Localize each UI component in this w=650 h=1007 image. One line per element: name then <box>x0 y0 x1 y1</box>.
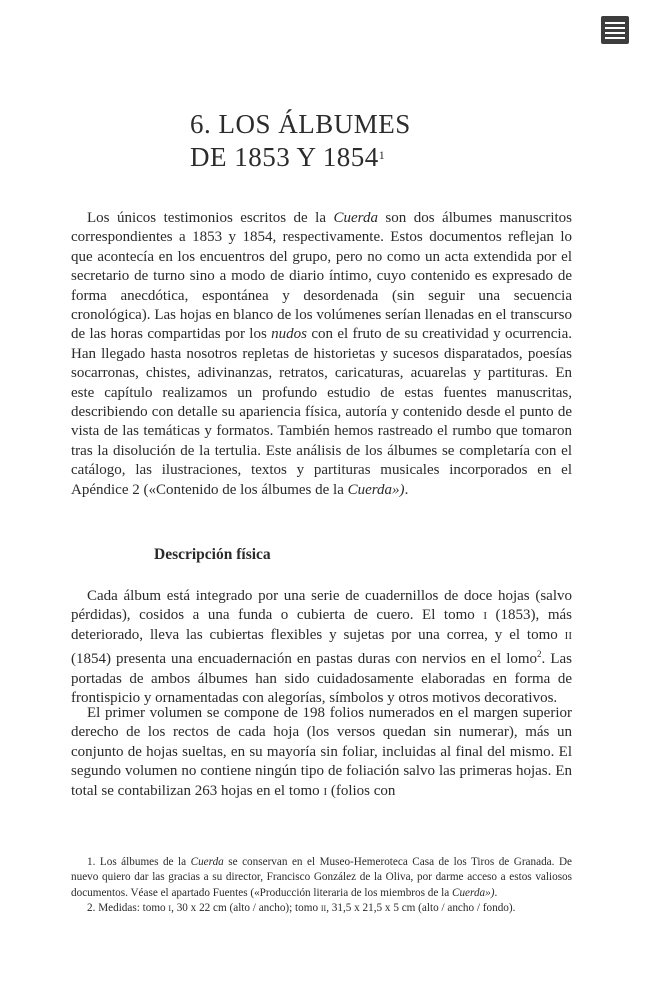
emphasis: nudos <box>271 326 307 343</box>
footnote-ref-1[interactable]: 1 <box>378 148 386 162</box>
description-paragraph-2: El primer volumen se compone de 198 folios numerados en el margen superior derecho de los rectos de cada hoja (los versos quedan sin numerar), más un conjunto de hojas sueltas, en su mayoría sin foliar, incluidas al final del mismo. El segundo volumen no contiene ningún tipo de foliación salvo las primeras hojas. En total se contabilizan 263 hojas en el tomo i (folios con <box>71 705 572 799</box>
roman-numeral: i <box>483 607 487 624</box>
footnotes <box>71 855 572 916</box>
description-paragraph-1: Cada álbum está integrado por una serie de cuadernillos de doce hojas (salvo pérdidas), cosidos a una funda o cubierta de cuero. El tomo i (1853), más deteriorado, lleva las cubiertas flexibles y sujetas por una correa, y el tomo ii (1854) presenta una encuadernación en pastas duras con nervios en el lomo$^2$. Las portadas de ambos álbumes han sido cuidadosamente elaboradas en forma de frontispicio y ornamentadas con alegorías, símbolos y otros motivos decorativos. <box>71 588 572 707</box>
chapter-title <box>190 108 411 174</box>
chapter-title-line1: 6. LOS ÁLBUMES <box>190 109 411 139</box>
menu-button[interactable] <box>601 16 629 44</box>
list-icon-line <box>605 27 625 29</box>
emphasis: Cuerda <box>333 210 378 226</box>
list-icon <box>605 22 625 24</box>
chapter-title-line2: DE 1853 Y 1854 <box>190 142 379 172</box>
intro-paragraph: Los únicos testimonios escritos de la Cuerda son dos álbumes manuscritos correspondientes a 1853 y 1854, respectivamente. Estos documentos reflejan lo que acontecía en los encuentros del grupo, pero no como un acta extendida por el secretario de turno sino a modo de diario íntimo, cuyo contenido es expresado de forma anecdótica, espontánea y desordenada (sin seguir una secuencia cronológica). Las hojas en blanco de los volúmenes serían llenadas en el transcurso de las horas compartidas por los nudos con el fruto de su creatividad y ocurrencia. Han llegado hasta nosotros repletas de historietas y sucesos disparatados, poesías socarronas, chistes, adivinanzas, retratos, caricaturas, acuarelas y partituras. En este capítulo realizamos un profundo estudio de estas fuentes manuscritas, describiendo con detalle su apariencia física, autoría y contenido desde el punto de vista de las temáticas y formatos. También hemos rastreado el rumbo que tomaron tras la disolución de la tertulia. Este análisis de los álbumes se completaría con el catálogo, las ilustraciones, textos y partituras musicales incorporados en el Apéndice 2 («Contenido de los álbumes de la Cuerda»). <box>71 210 573 498</box>
section-heading: Descripción física <box>154 546 271 563</box>
list-icon-line <box>605 32 625 34</box>
footnote-2: 2. Medidas: tomo i, 30 x 22 cm (alto / ancho); tomo ii, 31,5 x 21,5 x 5 cm (alto / ancho / fondo). <box>87 901 516 914</box>
emphasis: Cuerda») <box>347 481 405 498</box>
footnote-1: 1. Los álbumes de la Cuerda se conservan en el Museo-Hemeroteca Casa de los Tiros de Granada. De nuevo quiero dar las gracias a su director, Francisco González de la Oliva, por darme acceso a estos valiosos documentos. Véase el apartado Fuentes («Producción literaria de los miembros de la Cuerda»). <box>71 856 572 899</box>
roman-numeral: i <box>323 782 328 799</box>
list-icon-line <box>605 37 625 39</box>
footnote-ref-2[interactable]: 2 <box>537 649 542 660</box>
roman-numeral: ii <box>564 626 572 643</box>
